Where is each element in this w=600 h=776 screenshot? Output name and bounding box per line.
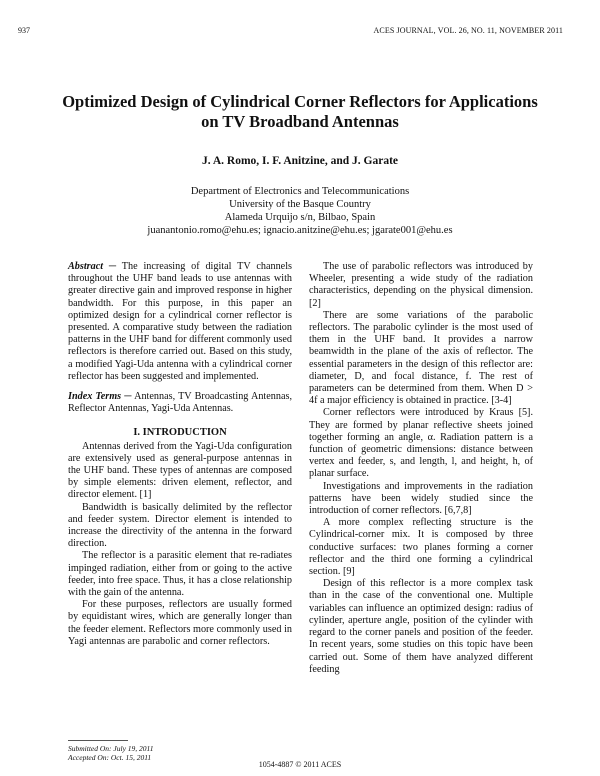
copyright-footer: 1054-4887 © 2011 ACES <box>258 760 342 769</box>
right-column <box>309 261 533 676</box>
paragraph: The use of parabolic reflectors was introduced by Wheeler, presenting a wide study of the radiation characteristics, depending on the physical dimension. [2] <box>309 261 533 309</box>
paragraph: Investigations and improvements in the radiation patterns have been widely studied since the introduction of corner reflectors. [6,7,8] <box>309 480 533 517</box>
index-terms-text: ─ Antennas, TV Broadcasting Antennas, Reflector Antennas, Yagi-Uda Antennas. <box>68 391 292 415</box>
affiliation-emails: juanantonio.romo@ehu.es; ignacio.anitzine@ehu.es; jgarate001@ehu.es <box>147 225 453 236</box>
accepted-date: Accepted On: Oct. 15, 2011 <box>68 753 152 762</box>
paragraph: Bandwidth is basically delimited by the reflector and feeder system. Director element is intended to increase the directivity of the antenna in the forward direction. <box>68 501 292 550</box>
paragraph: There are some variations of the parabolic reflectors. The parabolic cylinder is the most used of them in the UHF band. It provides a narrow beamwidth in the plane of the axis of reflector. The essential parameters in the design of this reflector are: diameter, D, and focal distance, f. The rest of parameters can be determined from them. When D > 4f a major efficiency is obtained in practice. [3-4] <box>309 309 533 407</box>
abstract <box>68 261 292 383</box>
paragraph: Design of this reflector is a more complex task than in the case of the conventional one. Multiple variables can influence an optimized design: radius of cylinder, aperture angle, position of the cylinder with regard to the corner panels and position of the feeder. In recent years, some studies on this topic have been carried out. Some of them have analyzed different feeding <box>309 578 533 675</box>
index-terms <box>68 391 292 415</box>
abstract-text: ─ The increasing of digital TV channels throughout the UHF band leads to use antennas with greater directive gain and improved response in higher bandwidth. For this purpose, in this paper an optimized design for a cylindrical corner reflector is presented. A comparative study between the radiation patterns in the UHF band for different commonly used reflectors is therefore carried out. Based on this study, a modified Yagi-Uda antenna with a cylindrical corner reflector has been suggested and implemented. <box>68 261 292 382</box>
paper-title <box>40 92 560 132</box>
affiliation-university: University of the Basque Country <box>229 199 371 210</box>
paragraph: For these purposes, reflectors are usually formed by equidistant wires, which are generally longer than the feeder element. Reflectors more commonly used in Yagi antennas are parabolic and corner reflectors. <box>68 599 292 647</box>
paragraph: The reflector is a parasitic element that re-radiates impinged radiation, either from or going to the active feeder, into free space. Thus, it has a close relationship with the gain of the antenna. <box>68 550 292 599</box>
section-heading: I. INTRODUCTION <box>133 427 227 439</box>
footnote-divider <box>68 740 128 741</box>
affiliation-address: Alameda Urquijo s/n, Bilbao, Spain <box>224 212 376 223</box>
title-line-2: on TV Broadband Antennas <box>201 112 399 131</box>
author-list: J. A. Romo, I. F. Anitzine, and J. Garate <box>201 155 399 167</box>
journal-header: ACES JOURNAL, VOL. 26, NO. 11, NOVEMBER 2011 <box>373 26 563 35</box>
page-number: 937 <box>18 26 30 35</box>
paragraph: Corner reflectors were introduced by Kraus [5]. They are formed by planar reflective sheets joined together forming an angle, α. Radiation pattern is a function of geometric dimensions: distance between vertex and feeder, s, and length, l, and height, h, of planar surface. <box>309 407 533 480</box>
paragraph: Antennas derived from the Yagi-Uda configuration are extensively used as general-purpose antennas in the UHF band. These types of antennas are composed by simple elements: driven element, reflector, and director element. [1] <box>68 440 292 501</box>
index-terms-lead: Index Terms <box>68 391 122 403</box>
abstract-lead: Abstract <box>68 261 104 272</box>
paragraph: A more complex reflecting structure is the Cylindrical-corner mix. It is composed by three conductive surfaces: two planes forming a corner reflector and the third one forming a cylindrical section. [9] <box>309 517 533 578</box>
affiliation-department: Department of Electronics and Telecommunications <box>190 186 410 197</box>
submitted-date: Submitted On: July 19, 2011 <box>68 744 154 753</box>
affiliation-block <box>40 185 560 237</box>
title-line-1: Optimized Design of Cylindrical Corner Reflectors for Applications <box>62 92 538 111</box>
left-column <box>68 261 292 648</box>
